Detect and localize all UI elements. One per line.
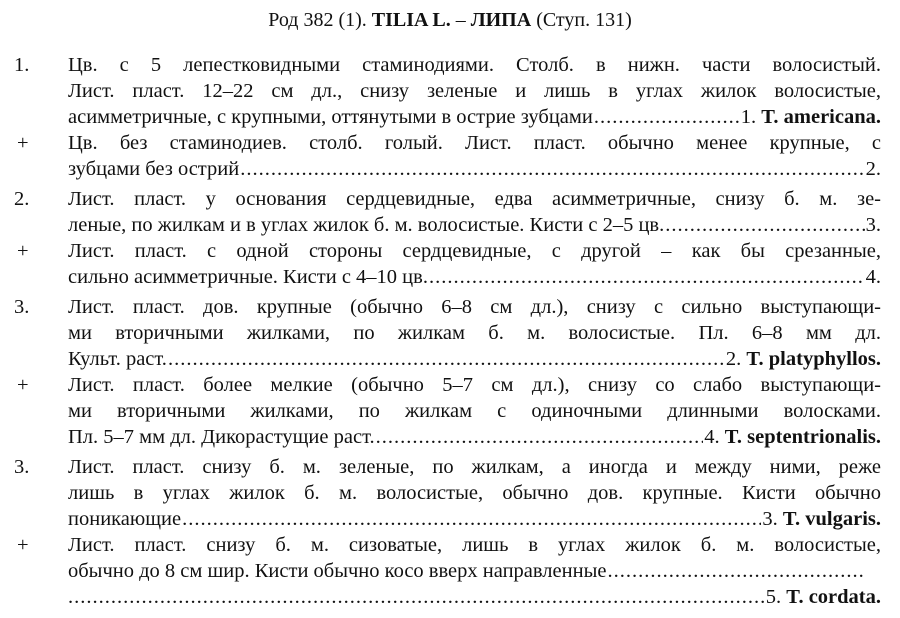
entry-result [762,506,881,532]
dot-leader [594,104,740,130]
entry-text-line: Лист. пласт. более мелкие (обычно 5–7 см дл.), снизу со слабо выступающи- [68,374,881,396]
entry-final-text: леные, по жилкам и в углах жилок б. м. волосистые. Кисти с 2–5 цв. [68,214,665,236]
key-couplet-entry [0,454,900,532]
entry-final-line [68,584,881,610]
entry-text-line: Лист. пласт. 12–22 см дл., снизу зеленые и лишь в углах жилок волосистые, [68,80,881,102]
taxon-name: T. americana. [761,106,881,128]
result-number: 2. [865,158,881,180]
entry-final-text: Культ. раст. [68,348,167,370]
entry-final-line [68,212,881,238]
entry-final-line [68,104,881,130]
couplet-alternative-mark: + [17,374,29,396]
dot-leader [240,156,864,182]
dot-leader [665,212,864,238]
entry-text-line: Цв. с 5 лепестковидными стаминодиями. Столб. в нижн. части волосистый. [68,54,881,76]
entry-final-line [68,424,881,450]
entry-text-line: Цв. без стаминодиев. столб. голый. Лист. пласт. обычно менее крупные, с [68,132,881,154]
entry-text-line: Лист. пласт. у основания сердцевидные, едва асимметричные, снизу б. м. зе- [68,188,881,210]
dot-leader [168,346,725,372]
entry-final-line [68,156,881,182]
entry-text-line: Лист. пласт. снизу б. м. сизоватые, лишь в углах жилок б. м. волосистые, [68,534,881,556]
key-couplet-entry [0,52,900,130]
dot-leader [429,264,865,290]
key-couplet-entry [0,532,900,610]
taxon-name: T. platyphyllos. [746,348,881,370]
page-header [0,8,900,32]
entry-text-line: Лист. пласт. дов. крупные (обычно 6–8 см дл.), снизу с сильно выступающи- [68,296,881,318]
dot-leader [607,558,864,584]
genus-prefix: Род 382 (1). [268,9,367,31]
entry-final-text: Пл. 5–7 мм дл. Дикорастущие раст. [68,426,375,448]
couplet-number: 2. [14,188,30,210]
result-number: 2. [725,348,742,370]
result-number: 5. [765,586,782,608]
taxon-name: T. vulgaris. [782,508,881,530]
entry-final-text: асимметричные, с крупными, оттянутыми в острие зубцами [68,106,593,128]
dot-leader [68,584,765,610]
couplet-number: 1. [14,54,30,76]
key-couplet-entry [0,294,900,372]
taxon-name: T. septentrionalis. [724,426,881,448]
entry-result [741,104,881,130]
result-number: 3. [762,508,778,530]
common-name: ЛИПА [470,9,532,31]
entry-text-line: ми вторичными жилками, по жилкам с одиночными длинными волосками. [68,400,881,422]
entry-text-line-with-leader [68,558,865,584]
entry-final-text: сильно асимметричные. Кисти с 4–10 цв. [68,266,428,288]
step-reference: (Ступ. 131) [536,9,632,31]
key-couplet-entry [0,372,900,450]
result-number: 3. [865,214,881,236]
dot-leader [376,424,704,450]
couplet-alternative-mark: + [17,534,29,556]
entry-result [704,424,881,450]
couplet-alternative-mark: + [17,132,29,154]
result-number: 4. [704,426,720,448]
result-number: 1. [740,106,757,128]
key-couplet-entry [0,238,900,290]
taxon-name: T. cordata. [786,586,881,608]
identification-key [0,52,900,610]
entry-final-line [68,346,881,372]
entry-final-text: поникающие [68,508,182,530]
entry-final-line [68,506,881,532]
key-couplet-entry [0,186,900,238]
entry-mid-text: обычно до 8 см шир. Кисти обычно косо вверх направленные [68,560,607,582]
entry-final-text: зубцами без острий [68,158,240,180]
couplet-number: 3. [14,456,30,478]
couplet-alternative-mark: + [17,240,29,262]
genus-name: TILIA L. [371,9,451,31]
header-dash: – [455,9,466,31]
entry-result [766,584,881,610]
entry-text-line: ми вторичными жилками, по жилкам б. м. волосистые. Пл. 6–8 мм дл. [68,322,881,344]
entry-text-line: Лист. пласт. с одной стороны сердцевидные, с другой – как бы срезанные, [68,240,881,262]
dot-leader [182,506,761,532]
result-number: 4. [865,266,881,288]
entry-final-line [68,264,881,290]
couplet-number: 3. [14,296,30,318]
entry-text-line: лишь в углах жилок б. м. волосистые, обычно дов. крупные. Кисти обычно [68,482,881,504]
key-couplet-entry [0,130,900,182]
entry-text-line: Лист. пласт. снизу б. м. зеленые, по жилкам, а иногда и между ними, реже [68,456,881,478]
entry-result [726,346,881,372]
